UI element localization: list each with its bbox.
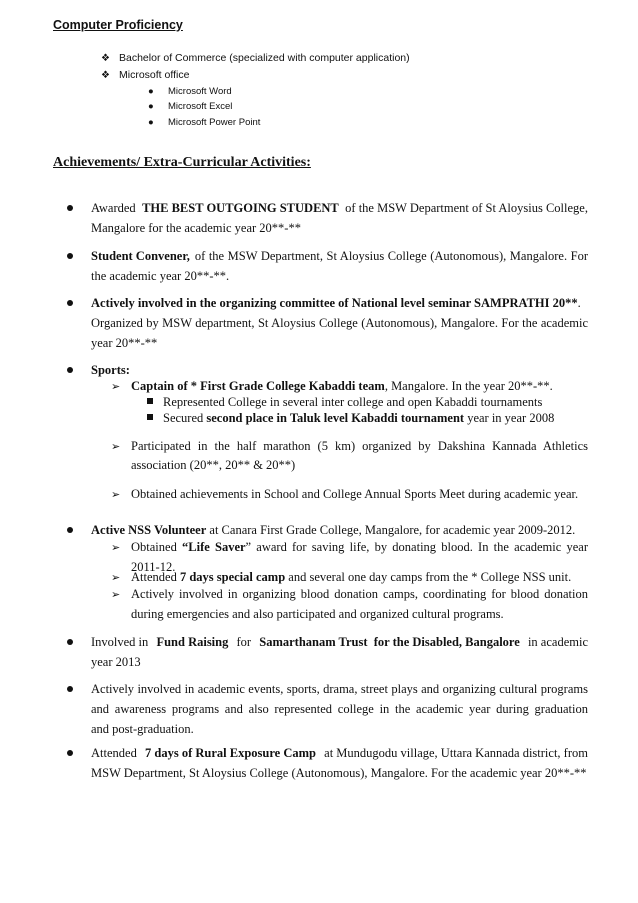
office-item: ● Microsoft Excel: [148, 101, 233, 112]
sports-school: ➢ Obtained achievements in School and College Annual Sports Meet during academic year.: [111, 484, 578, 505]
dot-bullet-icon: ●: [148, 117, 154, 128]
nss-blood-donation: Actively involved in organizing blood donation camps, coordinating for blood donation during emergencies and also participated and organized cultural programs.: [131, 587, 588, 621]
computer-proficiency-heading: Computer Proficiency: [53, 18, 183, 32]
bullet-icon: [67, 686, 73, 692]
bullet-icon: [67, 367, 73, 373]
achievement-fund-raising: Involved in Fund Raising for Samarthanam Trust for the Disabled, Bangalore in academic year 2013: [91, 635, 588, 669]
proficiency-item: ❖ Microsoft office: [101, 69, 190, 81]
achievement-academic-events: Actively involved in academic events, sports, drama, street plays and organizing cultural programs and awareness programs and also represented college in the academic year during graduation and post-graduation.: [91, 682, 588, 736]
office-item: ● Microsoft Power Point: [148, 117, 261, 128]
bullet-icon: [67, 253, 73, 259]
sports-label: Sports:: [91, 363, 130, 377]
achievement-best-student: Awarded THE BEST OUTGOING STUDENT of the MSW Department of St Aloysius College, Mangalore for the academic year 20**-**: [91, 201, 588, 235]
arrow-bullet: [111, 584, 131, 605]
arrow-bullet-icon: ➢: [111, 542, 121, 554]
achievement-rural-camp: Attended 7 days of Rural Exposure Camp at Mundugodu village, Uttara Kannada district, from MSW Department, St Aloysius College (Autonomous), Mangalore. For the academic year 20**-**: [91, 746, 588, 780]
arrow-bullet-icon: ➢: [111, 589, 121, 601]
arrow-bullet-icon: ➢: [111, 381, 121, 393]
nss-life-saver: Obtained “Life Saver” award for saving life, by donating blood. In the academic year 2011-12.: [131, 540, 588, 574]
kabaddi-sub-item: Secured second place in Taluk level Kabaddi tournament year in year 2008: [147, 408, 554, 428]
arrow-bullet-icon: ➢: [111, 572, 121, 584]
arrow-bullet: [111, 537, 131, 558]
bullet-icon: [67, 300, 73, 306]
arrow-bullet-icon: ➢: [111, 489, 121, 501]
dot-bullet-icon: ●: [148, 86, 154, 97]
dot-bullet-icon: ●: [148, 101, 154, 112]
sports-marathon-line1: Participated in the half marathon (5 km) organized by Dakshina Kannada Athletics: [131, 439, 588, 453]
diamond-bullet-icon: ❖: [101, 70, 110, 81]
square-bullet-icon: [147, 414, 153, 420]
sports-kabaddi: ➢ Captain of * First Grade College Kabaddi team, Mangalore. In the year 20**-**.: [111, 376, 553, 397]
sports-marathon-line2: association (20**, 20** & 20**): [131, 458, 296, 472]
achievement-student-convener: Student Convener, of the MSW Department, St Aloysius College (Autonomous), Mangalore. For the academic year 20**-**.: [91, 249, 588, 283]
square-bullet-icon: [147, 398, 153, 404]
achievement-samprathi: Actively involved in the organizing committee of National level seminar SAMPRATHI 20**. Organized by MSW department, St Aloysius College (Autonomous), Mangalore. For the academic year 20**-**: [91, 296, 588, 350]
bullet-icon: [67, 639, 73, 645]
bullet-icon: [67, 527, 73, 533]
kabaddi-sub-item: Represented College in several inter college and open Kabaddi tournaments: [147, 392, 542, 412]
proficiency-item: ❖ Bachelor of Commerce (specialized with computer application): [101, 52, 410, 64]
achievements-heading: Achievements/ Extra-Curricular Activities:: [53, 155, 311, 170]
arrow-bullet-icon: ➢: [111, 441, 121, 453]
arrow-bullet: [111, 436, 131, 457]
achievement-nss: Active NSS Volunteer at Canara First Grade College, Mangalore, for academic year 2009-2012.: [91, 523, 576, 537]
diamond-bullet-icon: ❖: [101, 53, 110, 64]
bullet-icon: [67, 205, 73, 211]
nss-special-camp: ➢ Attended 7 days special camp and several one day camps from the * College NSS unit.: [111, 567, 571, 588]
bullet-icon: [67, 750, 73, 756]
office-item: ● Microsoft Word: [148, 86, 232, 97]
